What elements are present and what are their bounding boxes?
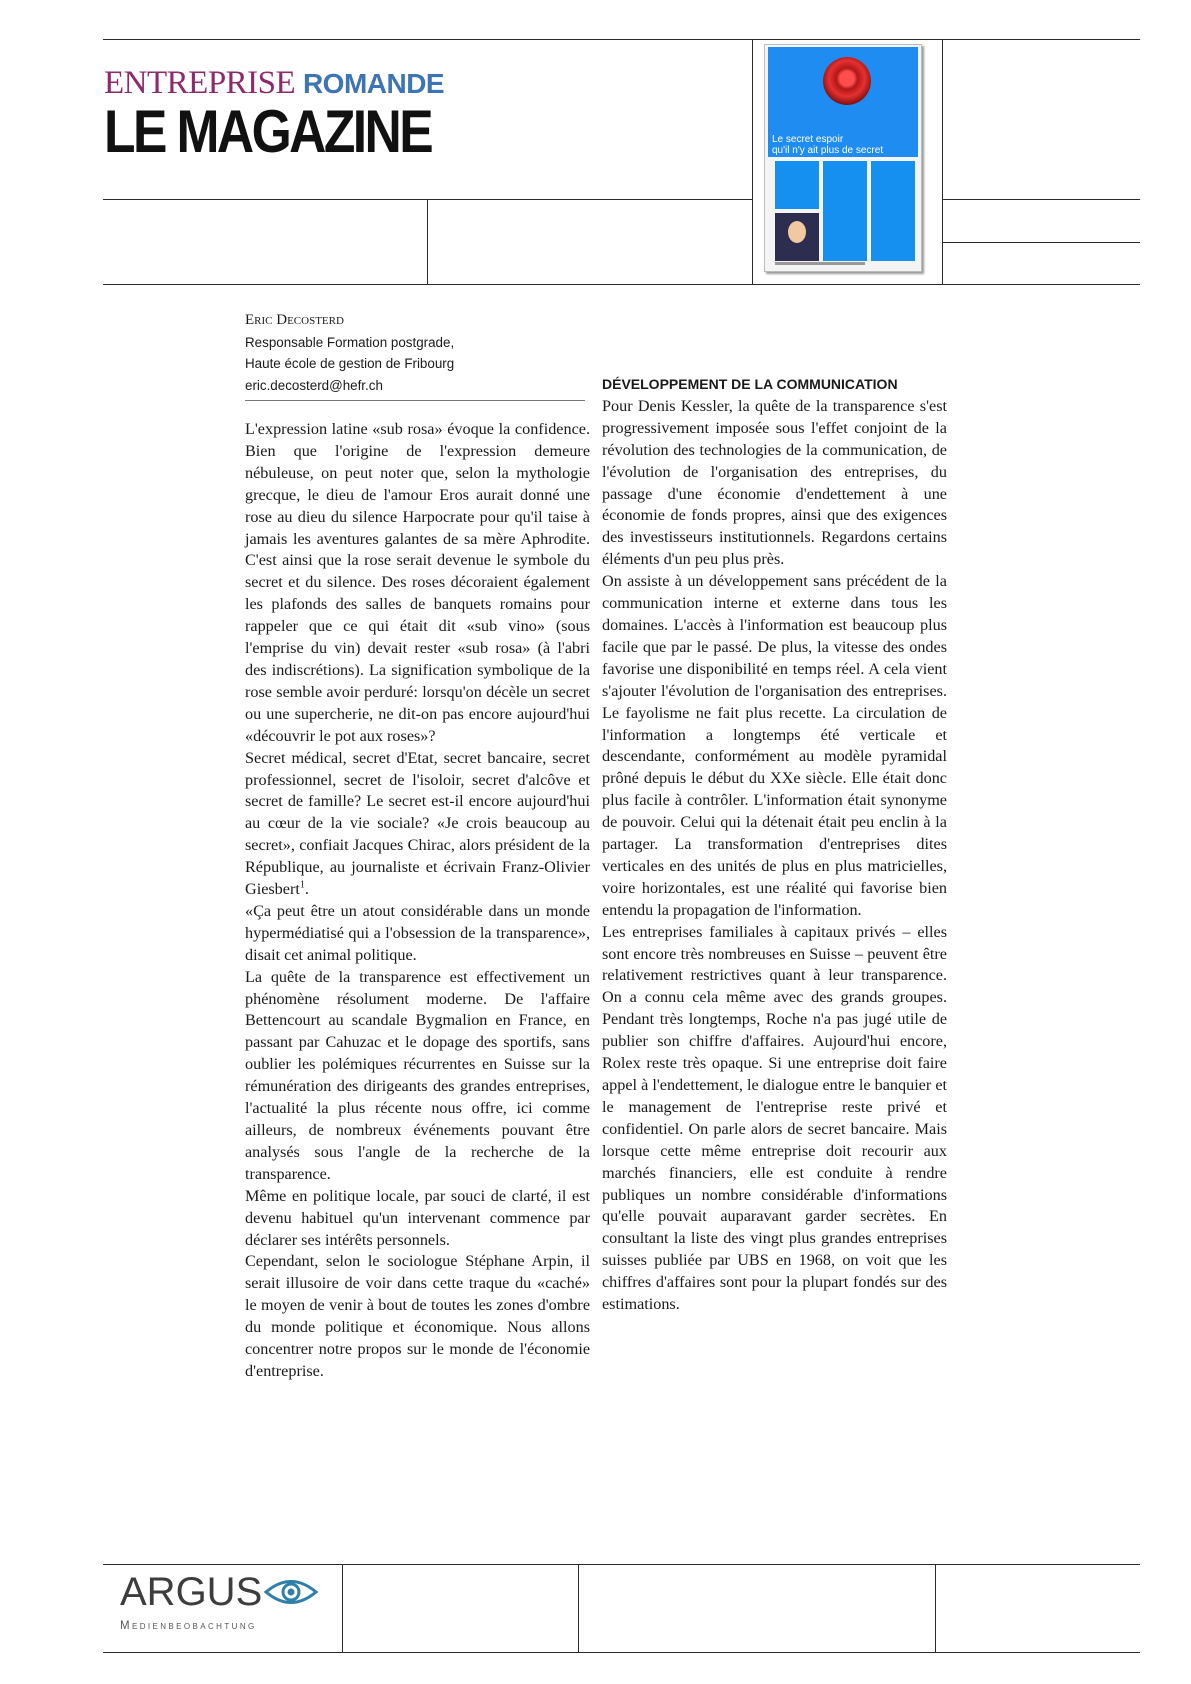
article-column-right [602,309,947,1316]
section-heading: DÉVELOPPEMENT DE LA COMMUNICATION [602,376,898,392]
article-paragraph: Même en politique locale, par souci de clarté, il est devenu habituel qu'un intervenant commence par déclarer ses intérêts personnels. [245,1186,590,1249]
article-paragraph: Pour Denis Kessler, la quête de la transparence s'est progressivement imposée sous l'effet conjoint de la révolution des technologies de la communication, de l'évolution de l'organisation des entreprises, du passage d'une économie d'endettement à une économie de fonds propres, ainsi que des exigences des investisseurs institutionnels. Regardons certains éléments d'un peu plus près. [602,396,947,569]
eye-icon [264,1574,318,1614]
footer-divider [342,1564,343,1652]
article-paragraph-text: Secret médical, secret d'Etat, secret bancaire, secret professionnel, secret de l'isoloir, secret d'alcôve et secret de famille? Le secret est-il encore aujourd'hui au cœur de la vie sociale? «Je crois beaucoup au secret», confiait Jacques Chirac, alors président de la République, au journaliste et écrivain Franz-Olivier Giesbert [245,748,590,899]
article-paragraph: «Ça peut être un atout considérable dans un monde hypermédiatisé qui a l'obsession de la transparence», disait cet animal politique. [245,901,590,964]
header-divider [942,39,943,284]
argus-wordmark [120,1572,342,1614]
article-paragraph: L'expression latine «sub rosa» évoque la confidence. Bien que l'origine de l'expression demeure nébuleuse, on peut noter que, selon la mythologie grecque, le dieu de l'amour Eros aurait donné une rose au dieu du silence Harpocrate pour qu'il taise à jamais les aventures galantes de sa mère Aphrodite. C'est ainsi que la rose serait devenue le symbole du secret et du silence. Des roses décoraient également les plafonds des salles de banquets romains pour rappeler que ce qui était dit «sub vino» (sous l'emprise du vin) devait rester «sub rosa» (à l'abri des indiscrétions). La signification symbolique de la rose semble avoir perduré: lorsqu'on décèle un secret ou une supercherie, ne dit-on pas encore aujourd'hui «découvrir le pot aux roses»? [245,420,590,745]
thumbnail-caption-line1: Le secret espoir [772,134,844,145]
footnote-mark: 1 [299,879,305,891]
rose-photo [768,47,918,141]
footer-divider [935,1564,936,1652]
article-paragraph: Les entreprises familiales à capitaux privés – elles sont encore très nombreuses en Suisse – peuvent être relativement restrictives quant à leur transparence. On a connu cela même avec des grands groupes. Pendant très longtemps, Roche n'a pas jugé utile de publier son chiffre d'affaires. Aujourd'hui encore, Rolex reste très opaque. Si une entreprise doit faire appel à l'endettement, le dialogue entre le banquier et le management de l'entreprise reste privé et confidentiel. On parle alors de secret bancaire. Mais lorsque cette même entreprise doit recourir aux marchés financiers, elle est conduite à rendre publiques un nombre considérable d'informations qu'elle pouvait auparavant garder secrètes. En consultant la liste des vingt plus grandes entreprises suisses publiée par UBS en 1968, on voit que les chiffres d'affaires sont pour la plupart fondés sur des estimations. [602,922,947,1314]
thumbnail-text-column [823,161,867,261]
header-divider [752,39,753,284]
thumbnail-text-column [775,161,819,209]
page-thumbnail [764,44,922,272]
thumbnail-text-column [871,161,915,261]
article-paragraph: Secret médical, secret d'Etat, secret bancaire, secret professionnel, secret de l'isoloir, secret d'alcôve et secret de famille? Le secret est-il encore aujourd'hui au cœur de la vie sociale? «Je crois beaucoup au secret», confiait Jacques Chirac, alors président de la République, au journaliste et écrivain Franz-Olivier Giesbert$^1$. [245,748,590,899]
argus-logo [120,1572,342,1632]
article-paragraph: Cependant, selon le sociologue Stéphane Arpin, il serait illusoire de voir dans cette traque du «caché» le moyen de venir à bout de toutes les zones d'ombre du monde politique et économique. Nous allons concentrer notre propos sur le monde de l'économie d'entreprise. [245,1252,590,1380]
masthead-entreprise: ENTREPRISE [104,65,296,101]
argus-logo-text: ARGUS [120,1570,263,1614]
author-block [245,310,585,401]
header-bottom-rule [103,284,1140,285]
rose-icon [823,57,871,105]
header-right-rule [942,242,1140,243]
footer-top-rule [103,1564,1140,1565]
argus-subtitle: Medienbeobachtung [120,1620,257,1633]
thumbnail-footer-line [775,262,865,265]
footer-bottom-rule [103,1652,1140,1653]
header-middle-rule-right [942,199,1140,200]
thumbnail-caption-line2: qu'il n'y ait plus de secret [772,145,884,156]
author-role: Responsable Formation postgrade, [245,334,455,350]
author-name: Eric Decosterd [245,312,344,328]
masthead-romande: ROMANDE [302,68,445,99]
masthead-line1 [104,66,454,101]
publication-masthead [104,66,454,163]
thumbnail-caption [768,133,918,157]
header-top-rule [103,39,1140,40]
article-column-left [245,419,590,1383]
author-email: eric.decosterd@hefr.ch [245,377,383,393]
column-continuation-space [602,309,947,374]
author-institution: Haute école de gestion de Fribourg [245,356,455,371]
article-paragraph: On assiste à un développement sans précédent de la communication interne et externe dans tous les domaines. L'accès à l'information est beaucoup plus facile que par le passé. De plus, la vitesse des ondes favorise une disponibilité en temps réel. A cela vient s'ajouter l'évolution de l'organisation des entreprises. Le fayolisme ne fait plus recette. La circulation de l'information a longtemps été verticale et descendante, conformément au modèle pyramidal prôné depuis le début du XXe siècle. Elle était donc plus facile à contrôler. L'information était synonyme de pouvoir. Celui qui la détenait était peu enclin à la partager. La transformation d'entreprises dites verticales en des unités de plus en plus matricielles, voire horizontales, est une réalité qui favorise bien entendu la propagation de l'information. [602,572,947,919]
masthead-title: LE MAGAZINE [104,98,432,165]
header-divider [427,199,428,284]
footer-divider [578,1564,579,1652]
author-portrait [775,213,819,261]
article-paragraph: La quête de la transparence est effectivement un phénomène résolument moderne. De l'affaire Bettencourt au scandale Bygmalion en France, en passant par Cahuzac et le dopage des sportifs, sans oublier les polémiques récurrentes en Suisse sur la rémunération des dirigeants des grandes entreprises, l'actualité la plus récente nous offre, ici comme ailleurs, de nombreux événements pouvant être analysés sous l'angle de la recherche de la transparence. [245,967,590,1183]
